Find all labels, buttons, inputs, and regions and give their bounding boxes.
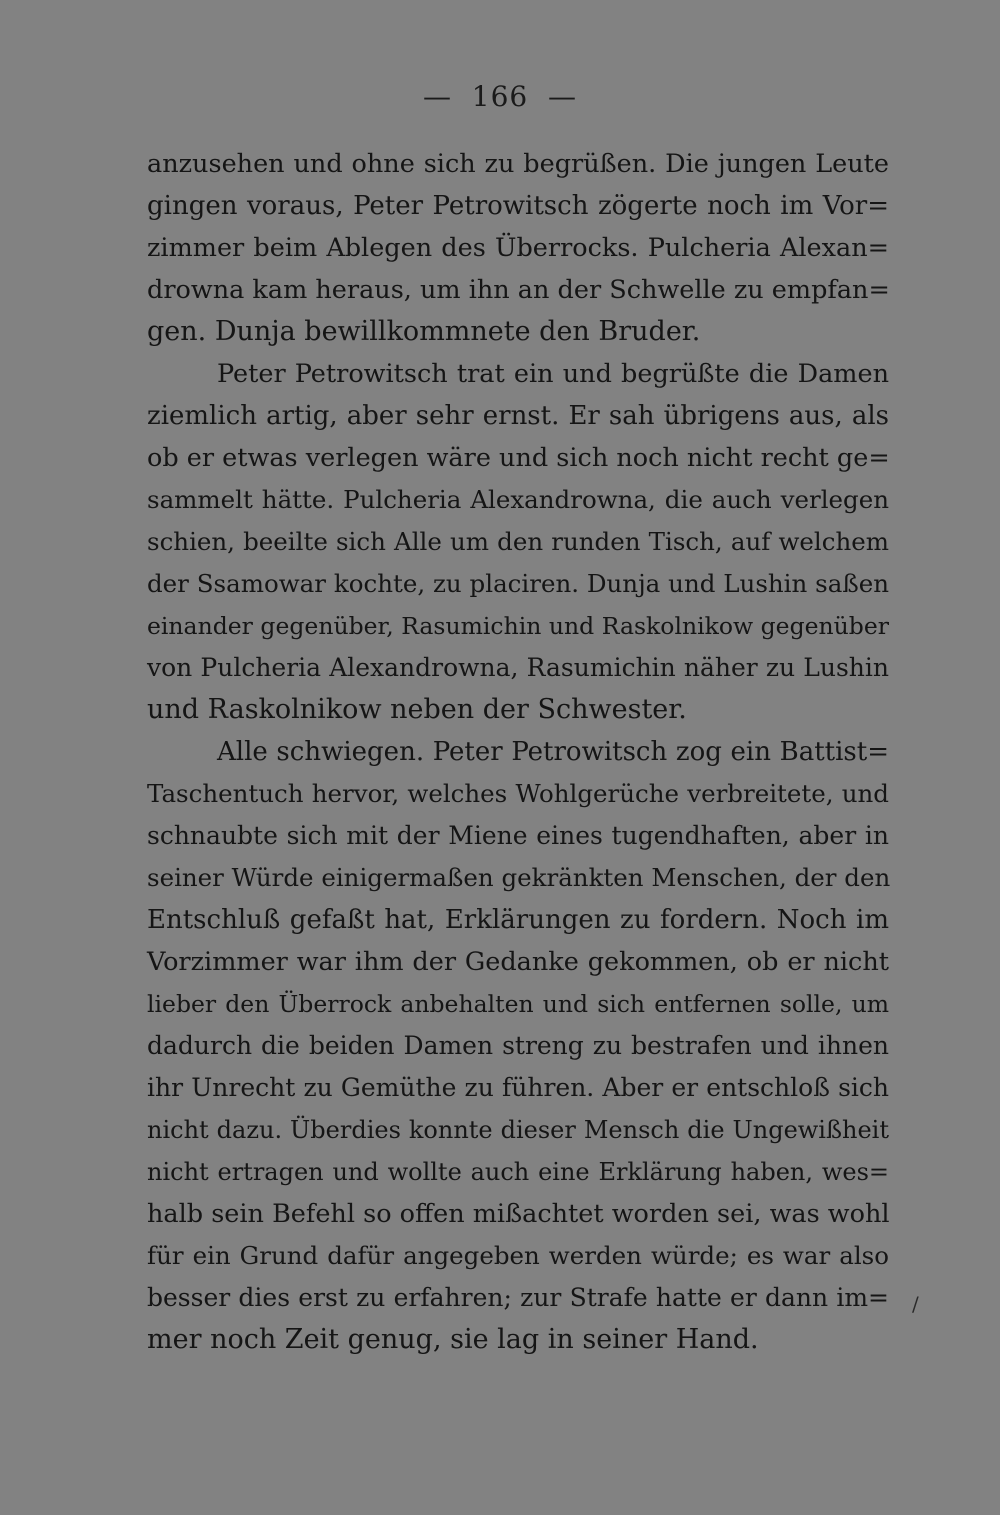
margin-mark: / bbox=[912, 1292, 919, 1316]
text-line: und Raskolnikow neben der Schwester. bbox=[147, 694, 687, 725]
text-line: drowna kam heraus, um ihn an der Schwelle zu empfan= bbox=[147, 275, 890, 305]
text-line: ob er etwas verlegen wäre und sich noch nicht recht ge= bbox=[147, 443, 890, 473]
text-line: von Pulcheria Alexandrowna, Rasumichin näher zu Lushin bbox=[147, 653, 889, 682]
text-line: besser dies erst zu erfahren; zur Strafe hatte er dann im= bbox=[147, 1283, 889, 1312]
text-line: schien, beeilte sich Alle um den runden Tisch, auf welchem bbox=[147, 527, 889, 556]
text-line: ihr Unrecht zu Gemüthe zu führen. Aber er entschloß sich bbox=[147, 1073, 889, 1102]
text-line: Entschluß gefaßt hat, Erklärungen zu fordern. Noch im bbox=[147, 905, 889, 935]
text-line: gingen voraus, Peter Petrowitsch zögerte noch im Vor= bbox=[147, 191, 889, 221]
text-line: zimmer beim Ablegen des Überrocks. Pulcheria Alexan= bbox=[147, 233, 889, 263]
text-line: anzusehen und ohne sich zu begrüßen. Die jungen Leute bbox=[147, 149, 889, 179]
text-line: mer noch Zeit genug, sie lag in seiner Hand. bbox=[147, 1324, 759, 1355]
body-text bbox=[147, 143, 889, 1361]
text-line: der Ssamowar kochte, zu placiren. Dunja und Lushin saßen bbox=[147, 569, 889, 598]
text-line: dadurch die beiden Damen streng zu bestrafen und ihnen bbox=[147, 1031, 889, 1060]
text-line: nicht dazu. Überdies konnte dieser Mensch die Ungewißheit bbox=[147, 1116, 889, 1144]
text-line: Taschentuch hervor, welches Wohlgerüche verbreitete, und bbox=[147, 779, 889, 808]
text-line: ziemlich artig, aber sehr ernst. Er sah übrigens aus, als bbox=[147, 401, 889, 431]
text-line: lieber den Überrock anbehalten und sich entfernen solle, um bbox=[147, 990, 889, 1018]
text-line: Vorzimmer war ihm der Gedanke gekommen, ob er nicht bbox=[147, 947, 889, 977]
text-line: für ein Grund dafür angegeben werden würde; es war also bbox=[147, 1241, 889, 1270]
text-line: nicht ertragen und wollte auch eine Erklärung haben, wes= bbox=[147, 1158, 889, 1186]
text-line: gen. Dunja bewillkommnete den Bruder. bbox=[147, 316, 701, 347]
text-line: halb sein Befehl so offen mißachtet worden sei, was wohl bbox=[147, 1199, 890, 1229]
text-line: Peter Petrowitsch trat ein und begrüßte die Damen bbox=[217, 359, 889, 389]
page-number: — 166 — bbox=[422, 80, 578, 113]
text-line: einander gegenüber, Rasumichin und Raskolnikow gegenüber bbox=[147, 612, 889, 640]
text-line: Alle schwiegen. Peter Petrowitsch zog ein Battist= bbox=[217, 737, 889, 767]
text-line: seiner Würde einigermaßen gekränkten Menschen, der den bbox=[147, 863, 891, 892]
text-line: schnaubte sich mit der Miene eines tugendhaften, aber in bbox=[147, 821, 889, 850]
text-line: sammelt hätte. Pulcheria Alexandrowna, die auch verlegen bbox=[147, 485, 889, 514]
